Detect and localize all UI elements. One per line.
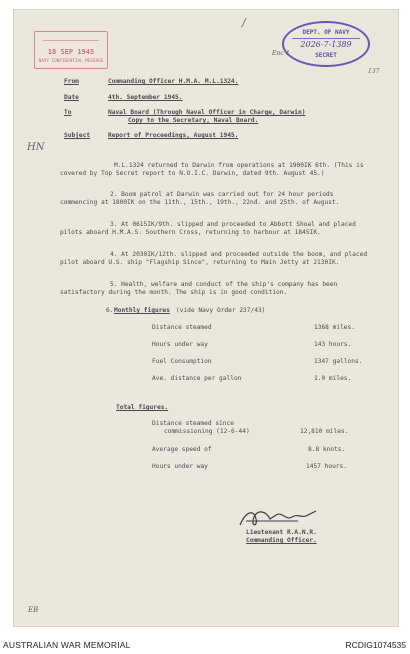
dept-stamp-rule: [292, 38, 360, 39]
date-value: 4th. September 1945.: [108, 94, 183, 101]
file-mark: Enc 4: [272, 50, 290, 57]
folio-mark: 137: [368, 68, 380, 75]
monthly-label-distance: Distance steamed: [152, 324, 212, 331]
totals-label-distance-1: Distance steamed since: [152, 420, 234, 427]
monthly-heading: Monthly figures: [114, 307, 170, 314]
dept-stamp-number: 2026-7-1389: [300, 40, 352, 49]
to-value-line-2: Copy to the Secretary, Naval Board.: [128, 117, 259, 124]
subject-value: Report of Proceedings, August 1945.: [108, 132, 239, 139]
footer-reference: RCDIG1074535: [345, 640, 406, 650]
tick-mark: /: [242, 16, 246, 29]
totals-label-distance-2: commissioning (12-6-44): [164, 428, 250, 435]
date-label: Date: [64, 94, 79, 101]
monthly-label-fuel: Fuel Consumption: [152, 358, 212, 365]
paragraph-3: 3. At 0615IK/9th. slipped and proceeded to Abbott Shoal and placed pilots aboard H.M.A.S. Southern Cross, returning to harbour at 1845IK.: [60, 221, 356, 236]
paragraph-4: 4. At 2030IK/12th. slipped and proceeded outside the boom, and placed pilot aboard U.S. ship "Flagship Since", returning to Main Jetty at 2130IK.: [60, 251, 368, 266]
monthly-value-hours: 143 hours.: [314, 341, 352, 348]
to-value-line-1: Naval Board (Through Naval Officer in Charge, Darwin): [108, 109, 306, 116]
subject-label: Subject: [64, 132, 91, 139]
totals-value-distance: 12,810 miles.: [300, 428, 349, 435]
to-label: To: [64, 109, 72, 116]
paragraph-2: 2. Boom patrol at Darwin was carried out for 24 hour periods commencing at 1800IK on the 11th., 15th., 19th., 22nd. and 25th. of August.: [60, 191, 340, 206]
from-value: Commanding Officer H.M.A. M.L.1324.: [108, 78, 239, 85]
footer-bar: [0, 636, 410, 654]
totals-heading: Total figures.: [116, 404, 169, 411]
totals-value-hours: 1457 hours.: [306, 463, 347, 470]
monthly-value-distance: 1368 miles.: [314, 324, 355, 331]
dept-stamp-top: DEPT. OF NAVY: [302, 29, 350, 36]
document-page: [14, 10, 398, 626]
paragraph-5: 5. Health, welfare and conduct of the ship's company has been satisfactory during the month. The ship is in good condition.: [60, 281, 338, 296]
from-label: From: [64, 78, 79, 85]
monthly-value-fuel: 1347 gallons.: [314, 358, 363, 365]
paragraph-1: M.L.1324 returned to Darwin from operations at 1900IK 6th. (This is covered by Top Secret report to N.O.I.C. Darwin, dated 9th. August 45.): [60, 162, 364, 177]
monthly-label-hours: Hours under way: [152, 341, 208, 348]
monthly-heading-note: (vide Navy Order 237/43): [176, 307, 266, 314]
received-stamp-date: 18 SEP 1945: [47, 48, 95, 56]
received-stamp: [34, 31, 108, 69]
totals-label-hours: Hours under way: [152, 463, 208, 470]
dept-navy-stamp: [282, 21, 370, 67]
stamp-rule: [43, 40, 99, 41]
totals-label-speed: Average speed of: [152, 446, 212, 453]
footer-institution: AUSTRALIAN WAR MEMORIAL: [3, 640, 131, 650]
signature-scrawl: [236, 505, 322, 531]
signature-rank: Lieutenant R.A.N.R.: [246, 529, 317, 536]
received-stamp-caption: NAVY CONFIDENTIAL MESSAGE: [38, 59, 104, 64]
totals-value-speed: 8.8 knots.: [308, 446, 346, 453]
monthly-label-avg: Ave. distance per gallon: [152, 375, 242, 382]
signature-title: Commanding Officer.: [246, 537, 317, 544]
margin-initials: HN: [27, 142, 45, 153]
monthly-heading-prefix: 6.: [106, 307, 114, 314]
monthly-value-avg: 1.0 miles.: [314, 375, 352, 382]
dept-stamp-bottom: SECRET: [315, 52, 337, 59]
page-mark: EB: [28, 606, 39, 614]
